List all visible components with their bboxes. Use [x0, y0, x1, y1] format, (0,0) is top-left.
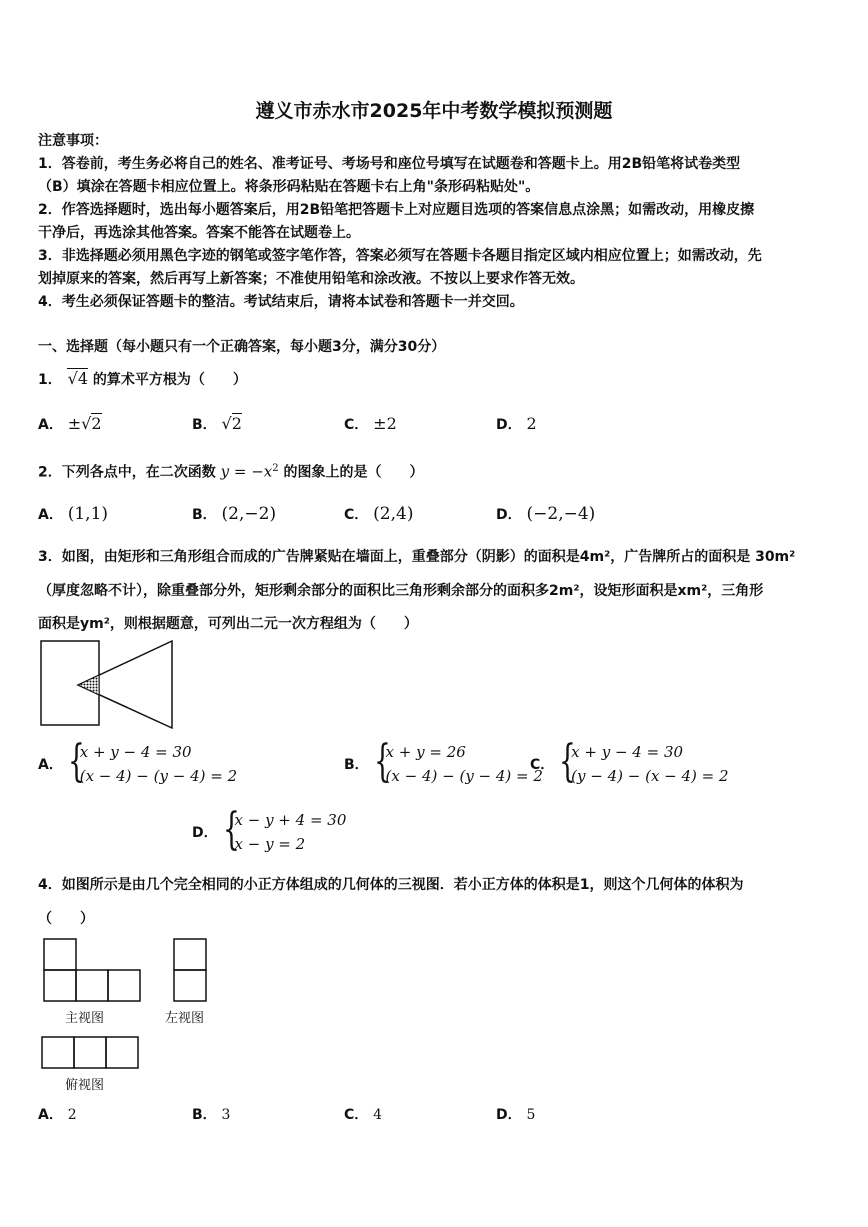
front-view-figure	[42, 937, 142, 1003]
option-value: (2,4)	[373, 504, 414, 524]
option-value: 2	[526, 414, 537, 433]
option-d[interactable]	[496, 504, 595, 524]
top-view-figure	[40, 1035, 140, 1071]
exponent: 2	[272, 463, 279, 474]
shaded-overlap	[78, 675, 99, 695]
option-value: (−2,−4)	[526, 504, 596, 524]
notice-line: 3．非选择题必须用黑色字迹的钢笔或签字笔作答，答案必须写在答题卡各题目指定区域内相应位置上；如需改动，先	[38, 248, 762, 264]
brace-icon: {	[67, 736, 85, 787]
cube-face	[74, 1037, 106, 1068]
option-label: D．	[496, 417, 522, 433]
option-label: B．	[192, 417, 217, 433]
question-3-line: 面积是ym²，则根据题意，可列出二元一次方程组为（ ）	[38, 616, 418, 632]
equation-system	[373, 736, 543, 788]
plus-minus: ±	[67, 414, 82, 433]
option-label: B．	[192, 507, 217, 523]
option-label: A．	[38, 757, 63, 773]
notice-line: 1．答卷前，考生务必将自己的姓名、准考证号、考场号和座位号填写在试题卷和答题卡上。用2B铅笔将试卷类型	[38, 156, 741, 172]
option-d[interactable]	[192, 804, 347, 856]
equation: (x − 4) − (y − 4) = 2	[385, 767, 543, 785]
option-value: 5	[526, 1107, 536, 1123]
option-b[interactable]	[192, 1104, 230, 1124]
cube-face	[42, 1037, 74, 1068]
notice-line: 4．考生必须保证答题卡的整洁。考试结束后，请将本试卷和答题卡一并交回。	[38, 294, 524, 310]
cube-face	[106, 1037, 138, 1068]
option-label: C．	[344, 1107, 369, 1123]
equation-system	[559, 736, 729, 788]
top-view-caption: 俯视图	[65, 1078, 105, 1093]
option-c[interactable]	[344, 504, 413, 524]
radicand: 4	[77, 369, 89, 388]
option-label: C．	[530, 757, 555, 773]
option-d[interactable]	[496, 414, 537, 434]
sqrt-expression: √2	[81, 414, 102, 433]
brace-icon: {	[373, 736, 391, 787]
radicand: 2	[231, 414, 242, 433]
option-value: (1,1)	[67, 504, 109, 524]
option-label: C．	[344, 507, 369, 523]
brace-icon: {	[559, 736, 576, 787]
section-heading: 一、选择题（每小题只有一个正确答案，每小题3分，满分30分）	[38, 339, 446, 355]
option-value: 4	[373, 1107, 383, 1123]
option-d[interactable]	[496, 1104, 535, 1124]
front-view-caption: 主视图	[65, 1011, 105, 1026]
cube-face	[108, 970, 140, 1001]
question-stem: 2．下列各点中，在二次函数	[38, 464, 216, 481]
cube-face	[76, 970, 108, 1001]
equation: (x − 4) − (y − 4) = 2	[79, 767, 238, 785]
option-label: D．	[496, 1107, 522, 1123]
equation: x + y − 4 = 30	[79, 743, 192, 761]
equation-system	[67, 736, 238, 788]
equation: (y − 4) − (x − 4) = 2	[571, 767, 729, 785]
brace-icon: {	[222, 804, 240, 855]
option-c[interactable]	[530, 736, 729, 788]
option-label: A．	[38, 1107, 63, 1123]
option-c[interactable]	[344, 1104, 382, 1124]
cube-face	[174, 970, 206, 1001]
option-label: C．	[344, 417, 369, 433]
question-1	[38, 368, 247, 391]
question-stem: 的算术平方根为（ ）	[92, 372, 247, 388]
equation: x − y + 4 = 30	[234, 811, 347, 829]
cube-face	[44, 970, 76, 1001]
equation: x − y = 2	[234, 835, 306, 853]
option-b[interactable]	[192, 504, 276, 524]
option-label: D．	[192, 825, 218, 841]
option-b[interactable]	[192, 414, 242, 434]
notice-line: 干净后，再选涂其他答案。答案不能答在试题卷上。	[38, 225, 360, 241]
question-4-line: （ ）	[38, 911, 94, 927]
option-a[interactable]	[38, 736, 238, 788]
question-3-line: 3．如图，由矩形和三角形组合而成的广告牌紧贴在墙面上，重叠部分（阴影）的面积是4m²，广告牌所占的面积是 30m²	[38, 549, 796, 565]
function-expression: y = −x	[220, 462, 273, 481]
option-a[interactable]	[38, 414, 102, 434]
question-4-line: 4．如图所示是由几个完全相同的小正方体组成的几何体的三视图．若小正方体的体积是1，则这个几何体的体积为	[38, 877, 744, 893]
equation-system	[222, 804, 347, 856]
sqrt-expression: √4	[67, 369, 89, 388]
notice-heading: 注意事项：	[38, 133, 108, 149]
equation: x + y − 4 = 30	[571, 743, 684, 761]
notice-line: 2．作答选择题时，选出每小题答案后，用2B铅笔把答题卡上对应题目选项的答案信息点涂黑；如需改动，用橡皮擦	[38, 202, 755, 218]
option-value: ±2	[373, 414, 397, 433]
question-number: 1．	[38, 372, 62, 388]
option-value: (2,−2)	[221, 504, 277, 524]
option-label: D．	[496, 507, 522, 523]
option-label: A．	[38, 507, 63, 523]
question-3-line: （厚度忽略不计），除重叠部分外，矩形剩余部分的面积比三角形剩余部分的面积多2m²，设矩形面积是xm²，三角形	[38, 583, 764, 599]
option-a[interactable]	[38, 1104, 77, 1124]
radicand: 2	[91, 414, 102, 433]
cube-face	[174, 939, 206, 970]
question-stem: 的图象上的是（ ）	[283, 464, 424, 481]
cube-face	[44, 939, 76, 970]
equation: x + y = 26	[385, 743, 466, 761]
option-b[interactable]	[344, 736, 543, 788]
option-value: 3	[221, 1107, 231, 1123]
option-label: A．	[38, 417, 63, 433]
notice-line: 划掉原来的答案，然后再写上新答案；不准使用铅笔和涂改液。不按以上要求作答无效。	[38, 271, 584, 287]
option-label: B．	[192, 1107, 217, 1123]
left-view-figure	[172, 937, 210, 1003]
page-title: 遵义市赤水市2025年中考数学模拟预测题	[255, 100, 613, 122]
option-a[interactable]	[38, 504, 108, 524]
option-label: B．	[344, 757, 369, 773]
option-value: 2	[67, 1107, 77, 1123]
left-view-caption: 左视图	[165, 1011, 205, 1026]
billboard-figure	[38, 638, 178, 730]
option-c[interactable]	[344, 414, 397, 434]
question-2	[38, 458, 423, 484]
notice-line: （B）填涂在答题卡相应位置上。将条形码粘贴在答题卡右上角"条形码粘贴处"。	[38, 179, 540, 195]
sqrt-expression: √2	[221, 414, 242, 433]
